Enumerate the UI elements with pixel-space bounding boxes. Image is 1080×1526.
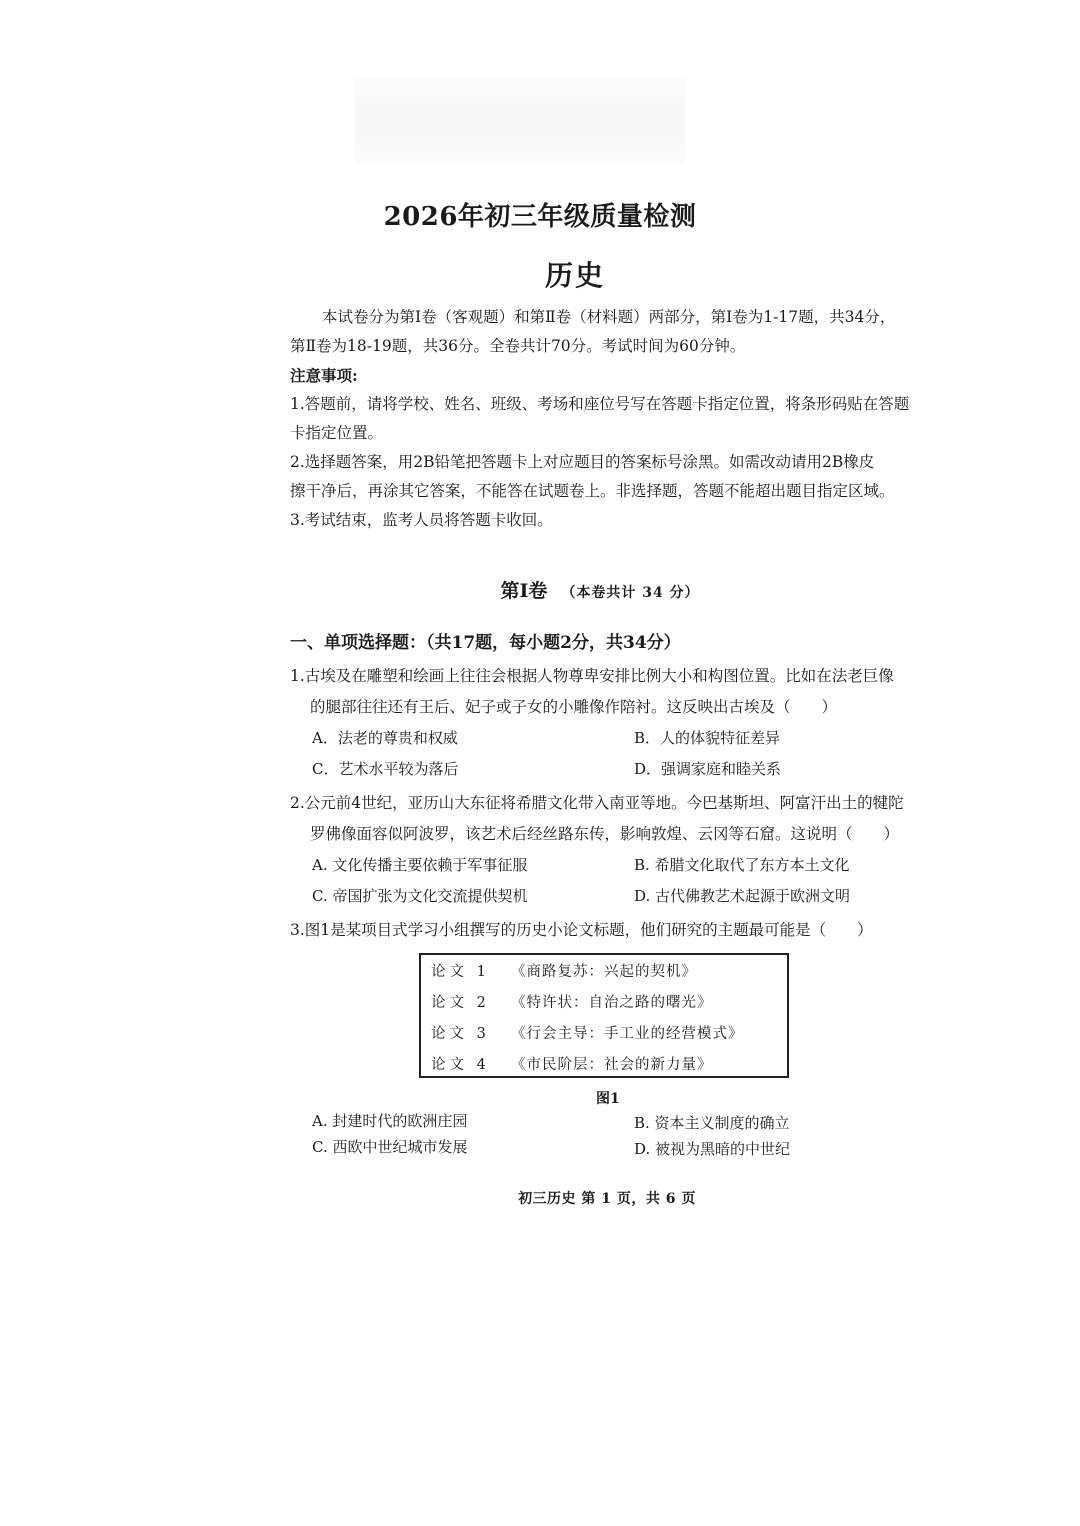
figure-1-row <box>431 1050 781 1080</box>
intro-line-2: 第Ⅱ卷为18-19题，共36分。全卷共计70分。考试时间为60分钟。 <box>290 337 746 355</box>
figure-1-row-label: 论文 4 <box>431 1057 490 1073</box>
question-2 <box>290 788 930 914</box>
section-score-note: （本卷共计 34 分） <box>561 585 700 601</box>
section-title <box>0 576 1080 603</box>
figure-1-row-label: 论文 3 <box>431 1026 490 1042</box>
question-1-option-d[interactable]: D．强调家庭和睦关系 <box>634 760 782 778</box>
figure-1-row-title: 《商路复苏：兴起的契机》 <box>511 964 697 980</box>
question-1 <box>290 661 930 787</box>
question-3-options <box>290 1110 930 1170</box>
notice-item-1-line-1: 1.答题前，请将学校、姓名、班级、考场和座位号写在答题卡指定位置，将条形码贴在答题 <box>290 395 910 413</box>
question-1-option-a[interactable]: A．法老的尊贵和权威 <box>312 729 458 747</box>
exam-subject: 历史 <box>544 259 605 292</box>
intro-line-1: 本试卷分为第Ⅰ卷（客观题）和第Ⅱ卷（材料题）两部分，第Ⅰ卷为1-17题，共34分， <box>322 308 896 326</box>
question-3-option-a[interactable]: A. 封建时代的欧洲庄园 <box>312 1112 468 1130</box>
figure-1-row-label: 论文 1 <box>431 964 490 980</box>
question-2-option-d[interactable]: D. 古代佛教艺术起源于欧洲文明 <box>634 887 851 905</box>
part-heading: 一、单项选择题：（共17题，每小题2分，共34分） <box>290 633 681 653</box>
scan-smudge <box>355 78 685 164</box>
notice-block <box>290 361 930 535</box>
question-1-option-b[interactable]: B．人的体貌特征差异 <box>634 729 781 747</box>
notice-heading: 注意事项: <box>290 366 358 385</box>
figure-1-row <box>431 957 781 987</box>
figure-1-table <box>419 953 789 1078</box>
question-3-option-d[interactable]: D. 被视为黑暗的中世纪 <box>634 1140 791 1158</box>
question-2-option-b[interactable]: B. 希腊文化取代了东方本土文化 <box>634 856 850 874</box>
question-1-options <box>290 723 930 787</box>
question-3 <box>290 915 930 946</box>
question-2-options <box>290 850 930 914</box>
exam-title: 2026年初三年级质量检测 <box>383 202 697 232</box>
figure-1-row-label: 论文 2 <box>431 995 490 1011</box>
question-3-option-b[interactable]: B. 资本主义制度的确立 <box>634 1114 790 1132</box>
page-footer: 初三历史 第 1 页，共 6 页 <box>518 1191 696 1207</box>
notice-item-2-line-1: 2.选择题答案，用2B铅笔把答题卡上对应题目的答案标号涂黑。如需改动请用2B橡皮 <box>290 453 875 471</box>
question-1-stem-line-1: 1.古埃及在雕塑和绘画上往往会根据人物尊卑安排比例大小和构图位置。比如在法老巨像 <box>290 667 894 685</box>
notice-item-3: 3.考试结束，监考人员将答题卡收回。 <box>290 511 553 529</box>
figure-1-row-title: 《市民阶层：社会的新力量》 <box>511 1057 713 1073</box>
figure-1-row <box>431 988 781 1018</box>
question-1-stem-line-2: 的腿部往往还有王后、妃子或子女的小雕像作陪衬。这反映出古埃及（ ） <box>310 698 838 716</box>
section-title-text: 第Ⅰ卷 <box>500 580 548 602</box>
notice-item-2-line-2: 擦干净后，再涂其它答案，不能答在试题卷上。非选择题，答题不能超出题目指定区域。 <box>290 482 895 500</box>
exam-intro <box>290 303 930 535</box>
figure-1-row-title: 《行会主导：手工业的经营模式》 <box>511 1026 744 1042</box>
notice-item-1-line-2: 卡指定位置。 <box>290 424 384 442</box>
question-2-option-a[interactable]: A. 文化传播主要依赖于军事征服 <box>312 856 528 874</box>
question-2-option-c[interactable]: C. 帝国扩张为文化交流提供契机 <box>312 887 528 905</box>
figure-1-row-title: 《特许状：自治之路的曙光》 <box>511 995 713 1011</box>
question-2-stem-line-2: 罗佛像面容似阿波罗，该艺术后经丝路东传，影响敦煌、云冈等石窟。这说明（ ） <box>310 825 900 843</box>
question-1-option-c[interactable]: C．艺术水平较为落后 <box>312 760 459 778</box>
question-2-stem-line-1: 2.公元前4世纪，亚历山大东征将希腊文化带入南亚等地。今巴基斯坦、阿富汗出土的犍陀 <box>290 794 904 812</box>
question-3-option-c[interactable]: C. 西欧中世纪城市发展 <box>312 1138 468 1156</box>
figure-1-caption: 图1 <box>596 1091 620 1107</box>
question-3-stem-line-1: 3.图1是某项目式学习小组撰写的历史小论文标题，他们研究的主题最可能是（ ） <box>290 921 873 939</box>
figure-1-row <box>431 1019 781 1049</box>
